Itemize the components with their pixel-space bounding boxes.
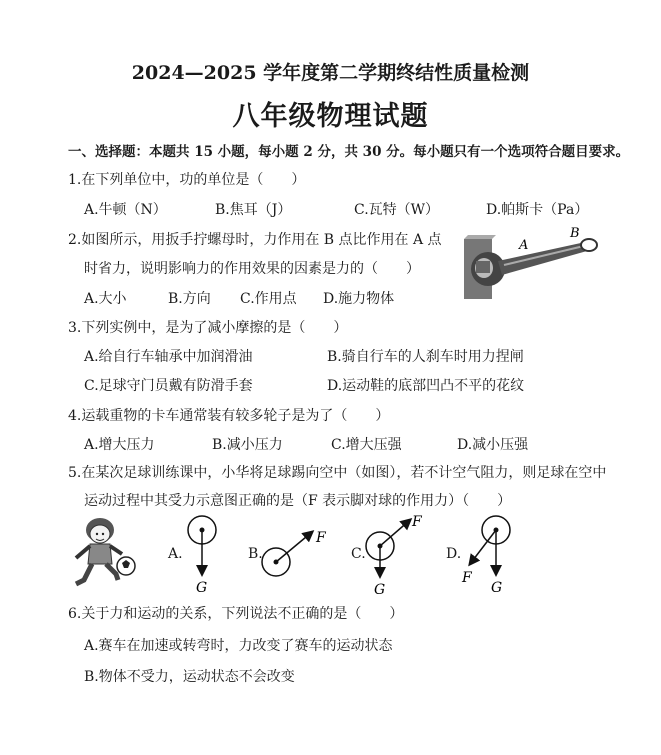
question-5-stem-line1: 5.在某次足球训练课中，小华将足球踢向空中（如图），若不计空气阻力，则足球在空中 [68, 465, 607, 481]
question-6-option-b: B.物体不受力，运动状态不会改变 [84, 669, 295, 685]
question-1-option-b: B.焦耳（J） [215, 202, 292, 218]
question-5-stem-line2: 运动过程中其受力示意图正确的是（F 表示脚对球的作用力）（ ） [84, 493, 512, 509]
question-2-stem-line1: 2.如图所示，用扳手拧螺母时，力作用在 B 点比作用在 A 点 [68, 232, 442, 248]
question-4-option-d: D.减小压强 [457, 437, 529, 453]
force-diagram-c [362, 512, 432, 596]
wrench-figure [462, 225, 600, 301]
force-diagram-a [180, 512, 228, 596]
question-4-option-a: A.增大压力 [84, 437, 155, 453]
question-3-option-a: A.给自行车轴承中加润滑油 [84, 349, 253, 365]
question-5-option-a-label: A. [168, 546, 183, 562]
section-heading: 一、选择题：本题共 15 小题，每小题 2 分，共 30 分。每小题只有一个选项符合题目要求。 [68, 144, 630, 160]
point-b-label: B [570, 226, 580, 241]
question-1-option-a: A.牛顿（N） [84, 202, 167, 218]
gravity-label: G [491, 580, 503, 596]
question-5-option-d-label: D. [446, 546, 462, 562]
question-3-option-c: C.足球守门员戴有防滑手套 [84, 378, 253, 394]
question-6-option-a: A.赛车在加速或转弯时，力改变了赛车的运动状态 [84, 638, 393, 654]
gravity-label: G [374, 582, 386, 596]
boy-kicking-ball-illustration [66, 514, 144, 594]
question-5-option-c-label: C. [351, 546, 366, 562]
question-1-option-d: D.帕斯卡（Pa） [486, 202, 589, 218]
question-1-option-c: C.瓦特（W） [354, 202, 440, 218]
question-3-stem: 3.下列实例中，是为了减小摩擦的是（ ） [68, 320, 348, 336]
exam-title-line1: 2024—2025 学年度第二学期终结性质量检测 [131, 62, 530, 84]
question-4-option-c: C.增大压强 [331, 437, 402, 453]
wrench-hole [581, 239, 597, 251]
force-diagram-b [256, 516, 336, 582]
question-4-option-b: B.减小压力 [212, 437, 283, 453]
kick-force-label: F [462, 570, 472, 586]
question-5-option-b-label: B. [248, 546, 263, 562]
question-2-option-a: A.大小 [84, 291, 127, 307]
question-2-option-c: C.作用点 [240, 291, 297, 307]
question-2-option-b: B.方向 [168, 291, 211, 307]
question-3-option-b: B.骑自行车的人刹车时用力捏闸 [327, 349, 524, 365]
question-1-stem: 1.在下列单位中，功的单位是（ ） [68, 172, 306, 188]
point-a-label: A [519, 238, 529, 253]
question-3-option-d: D.运动鞋的底部凹凸不平的花纹 [327, 378, 525, 394]
gravity-label: G [196, 580, 208, 596]
exam-title-line2: 八年级物理试题 [232, 101, 429, 132]
kick-force-label: F [412, 514, 422, 530]
question-2-stem-line2: 时省力，说明影响力的作用效果的因素是力的（ ） [84, 261, 420, 277]
question-2-option-d: D.施力物体 [323, 291, 395, 307]
kick-force-label: F [316, 530, 326, 546]
force-diagram-d [456, 512, 516, 596]
kick-force-arrow [276, 532, 312, 562]
question-6-stem: 6.关于力和运动的关系，下列说法不正确的是（ ） [68, 606, 404, 622]
question-4-stem: 4.运载重物的卡车通常装有较多轮子是为了（ ） [68, 408, 390, 424]
